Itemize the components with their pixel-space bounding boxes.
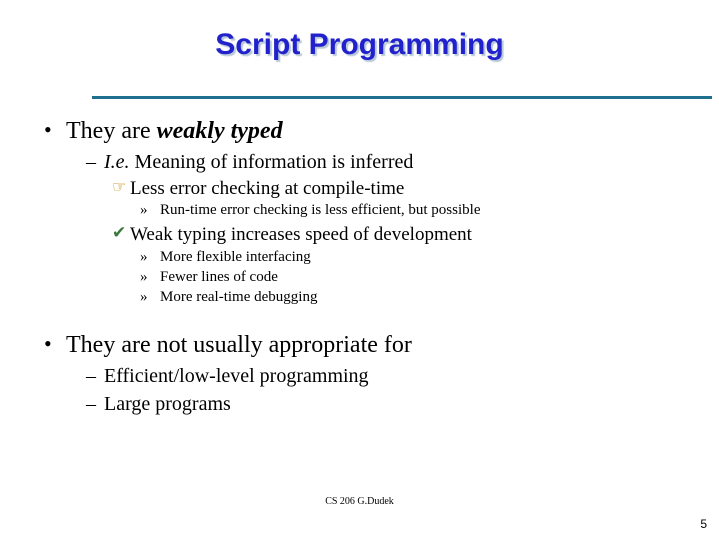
list-item-label: More real-time debugging [160, 289, 318, 306]
list-item-text: They are [66, 118, 157, 144]
list-item [86, 151, 704, 174]
list-item-label: Fewer lines of code [160, 268, 278, 285]
list-item [112, 224, 704, 246]
hand-pointer-icon: ☞ [112, 176, 127, 196]
list-item [44, 332, 704, 360]
list-item [86, 365, 704, 388]
list-item-label: Run-time error checking is less efficient, but possible [160, 202, 481, 219]
list-item-label: Less error checking at compile-time [130, 177, 405, 199]
list-item [140, 202, 704, 219]
list-item-label: Weak typing increases speed of development [130, 223, 472, 245]
footer-credit: CS 206 G.Dudek [325, 496, 394, 507]
list-item [140, 249, 704, 266]
list-item [86, 393, 704, 416]
list-item [140, 289, 704, 306]
list-item-text: Meaning of information is inferred [129, 150, 414, 173]
bullet-icon: • [44, 331, 52, 357]
list-item-label: More flexible interfacing [160, 248, 311, 265]
list-item-label: Efficient/low-level programming [104, 364, 369, 387]
slide-body [44, 110, 704, 416]
list-item-label: They are not usually appropriate for [66, 332, 412, 359]
chevron-bullet-icon: » [140, 268, 148, 285]
chevron-bullet-icon: » [140, 202, 148, 219]
dash-bullet-icon: – [86, 392, 96, 415]
page-title: Script Programming [215, 28, 504, 61]
list-item [44, 118, 704, 146]
checkmark-icon: ✔ [112, 222, 127, 243]
list-item-label [66, 118, 704, 146]
list-item-emphasis: I.e. [104, 150, 130, 173]
bullet-icon: • [44, 117, 52, 142]
page-number: 5 [700, 517, 707, 531]
list-item-label: Large programs [104, 392, 231, 415]
dash-bullet-icon: – [86, 364, 96, 387]
section-spacer [44, 306, 704, 324]
list-item [112, 178, 704, 200]
list-item-emphasis: weakly typed [156, 118, 283, 144]
title-divider [92, 96, 712, 99]
list-item [140, 269, 704, 286]
chevron-bullet-icon: » [140, 248, 148, 265]
list-item-label [104, 151, 704, 174]
dash-bullet-icon: – [86, 150, 96, 173]
chevron-bullet-icon: » [140, 289, 148, 306]
